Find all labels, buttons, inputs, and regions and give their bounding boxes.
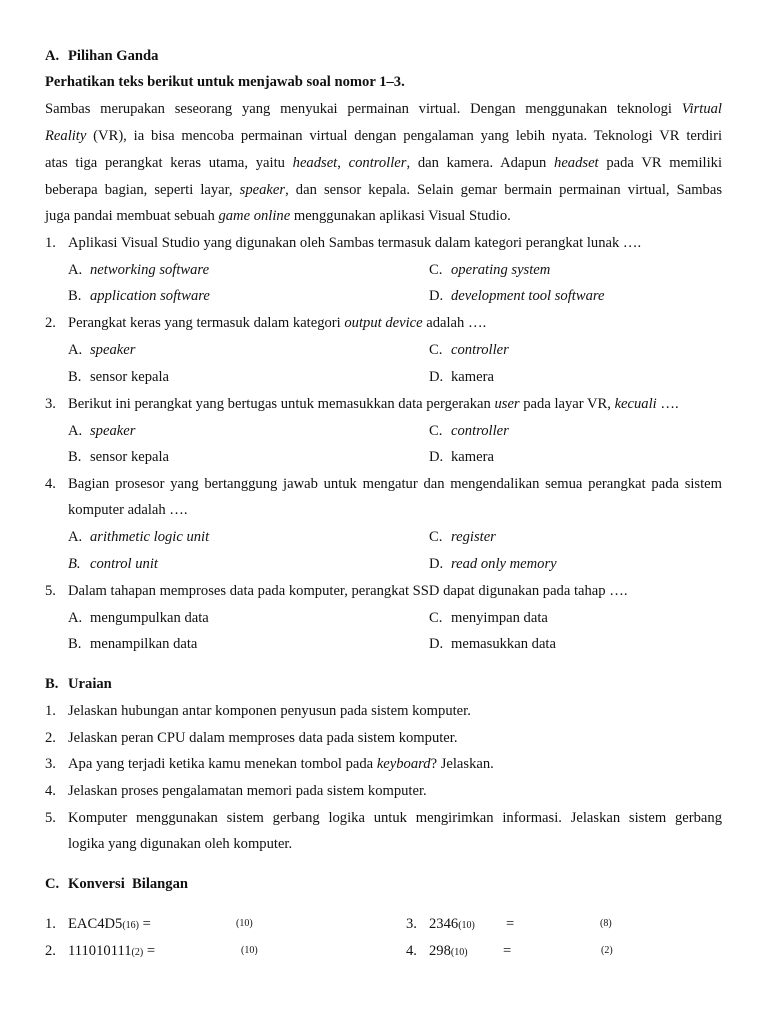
option-text: kamera bbox=[451, 449, 494, 465]
conversion-number: 2. bbox=[45, 943, 56, 959]
option-text: memasukkan data bbox=[451, 636, 556, 652]
section-a-title: Pilihan Ganda bbox=[68, 48, 159, 64]
q4-option-a[interactable] bbox=[68, 524, 209, 550]
option-text: register bbox=[451, 529, 496, 545]
q5-options-row-2 bbox=[0, 631, 768, 657]
essay-text: Jelaskan hubungan antar komponen penyusun pada sistem komputer. bbox=[68, 703, 471, 719]
option-text: controller bbox=[451, 342, 509, 358]
essay-text: Jelaskan peran CPU dalam memproses data pada sistem komputer. bbox=[68, 730, 458, 746]
passage-line-1 bbox=[0, 96, 768, 122]
option-label: A. bbox=[68, 529, 83, 545]
q2-options-row-2 bbox=[0, 364, 768, 390]
q2-options-row-1 bbox=[0, 337, 768, 363]
section-a-letter: A. bbox=[45, 48, 60, 64]
option-label: B. bbox=[68, 636, 82, 652]
question-number: 1. bbox=[45, 235, 56, 251]
essay-number: 4. bbox=[45, 783, 56, 799]
option-label: B. bbox=[68, 449, 82, 465]
essay-item-4 bbox=[0, 778, 768, 804]
question-number: 3. bbox=[45, 396, 56, 412]
option-text: application software bbox=[90, 288, 210, 304]
q2-option-a[interactable] bbox=[68, 337, 135, 363]
question-text: pada layar VR, bbox=[519, 396, 615, 412]
essay-number: 5. bbox=[45, 810, 56, 826]
conversion-base-to: (8) bbox=[600, 918, 612, 929]
conversion-value: 298 bbox=[429, 943, 451, 959]
passage-text: beberapa bagian, seperti layar, bbox=[45, 182, 240, 198]
option-label: C. bbox=[429, 529, 443, 545]
question-text: komputer adalah …. bbox=[68, 502, 188, 518]
conversion-row-2 bbox=[0, 938, 768, 964]
essay-item-5 bbox=[0, 805, 768, 831]
essay-text: logika yang digunakan oleh komputer. bbox=[68, 836, 293, 852]
passage-text: , dan kamera. Adapun bbox=[406, 155, 555, 171]
option-label: D. bbox=[429, 288, 444, 304]
essay-item-3 bbox=[0, 751, 768, 777]
question-3 bbox=[0, 391, 768, 417]
question-text: Perangkat keras yang termasuk dalam kategori bbox=[68, 315, 345, 331]
passage-text: , dan sensor kepala. Selain gemar bermain permainan virtual, Sambas bbox=[285, 182, 723, 198]
conversion-base-from: (16) bbox=[122, 920, 139, 931]
option-text: menampilkan data bbox=[90, 636, 198, 652]
conversion-base-to: (10) bbox=[236, 918, 253, 929]
q3-option-c[interactable] bbox=[429, 418, 509, 444]
question-text: Aplikasi Visual Studio yang digunakan oleh Sambas termasuk dalam kategori perangkat lunak …. bbox=[68, 235, 642, 251]
question-text: Dalam tahapan memproses data pada komputer, perangkat SSD dapat digunakan pada tahap …. bbox=[68, 583, 628, 599]
option-label: C. bbox=[429, 262, 443, 278]
conversion-number: 4. bbox=[406, 943, 417, 959]
passage-text: menggunakan aplikasi Visual Studio. bbox=[290, 208, 511, 224]
conversion-base-to: (10) bbox=[241, 945, 258, 956]
passage-italic: headset bbox=[292, 155, 338, 171]
passage-line-5 bbox=[0, 203, 768, 229]
section-c-title: Konversi Bilangan bbox=[68, 876, 189, 892]
option-text: sensor kepala bbox=[90, 449, 170, 465]
essay-number: 1. bbox=[45, 703, 56, 719]
equals-sign: = bbox=[146, 943, 156, 959]
question-number: 4. bbox=[45, 476, 56, 492]
passage-line-3 bbox=[0, 150, 768, 176]
option-label: D. bbox=[429, 369, 444, 385]
q5-option-b[interactable] bbox=[68, 631, 197, 657]
conversion-row-1 bbox=[0, 911, 768, 937]
option-label: A. bbox=[68, 610, 83, 626]
q5-option-c[interactable] bbox=[429, 605, 548, 631]
passage-text: Sambas merupakan seseorang yang menyukai permainan virtual. Dengan menggunakan teknologi bbox=[45, 101, 682, 117]
conversion-number: 1. bbox=[45, 916, 56, 932]
essay-text: ? Jelaskan. bbox=[430, 756, 494, 772]
option-label: B. bbox=[68, 288, 82, 304]
option-label: D. bbox=[429, 449, 444, 465]
equals-sign: = bbox=[503, 943, 512, 959]
q3-option-b[interactable] bbox=[68, 444, 169, 470]
q2-option-b[interactable] bbox=[68, 364, 169, 390]
question-text: adalah …. bbox=[422, 315, 487, 331]
section-a-heading bbox=[0, 43, 768, 69]
option-label: C. bbox=[429, 610, 443, 626]
q5-option-d[interactable] bbox=[429, 631, 556, 657]
essay-text: Jelaskan proses pengalamatan memori pada sistem komputer. bbox=[68, 783, 427, 799]
conversion-number: 3. bbox=[406, 916, 417, 932]
essay-item-5-line-2 bbox=[0, 831, 768, 857]
section-b-title: Uraian bbox=[68, 676, 112, 692]
option-label: D. bbox=[429, 636, 444, 652]
question-1 bbox=[0, 230, 768, 256]
passage-text: , bbox=[337, 155, 349, 171]
q1-option-a[interactable] bbox=[68, 257, 209, 283]
passage-text: (VR), ia bisa mencoba permainan virtual dengan pengalaman yang lebih nyata. Teknologi VR terdiri bbox=[86, 128, 722, 144]
question-text: Berikut ini perangkat yang bertugas untuk memasukkan data pergerakan bbox=[68, 396, 495, 412]
q2-option-c[interactable] bbox=[429, 337, 509, 363]
q1-option-d[interactable] bbox=[429, 283, 604, 309]
section-c-heading bbox=[0, 871, 768, 897]
conversion-value: EAC4D5 bbox=[68, 916, 123, 932]
question-2 bbox=[0, 310, 768, 336]
option-text: speaker bbox=[90, 423, 136, 439]
essay-text: Apa yang terjadi ketika kamu menekan tombol pada bbox=[68, 756, 377, 772]
question-5 bbox=[0, 578, 768, 604]
question-number: 2. bbox=[45, 315, 56, 331]
passage-line-4 bbox=[0, 177, 768, 203]
conversion-base-from: (10) bbox=[458, 920, 475, 931]
conversion-value: 2346 bbox=[429, 916, 459, 932]
q4-option-d[interactable] bbox=[429, 551, 557, 577]
question-4 bbox=[0, 471, 768, 497]
option-label: C. bbox=[429, 423, 443, 439]
option-text: control unit bbox=[90, 556, 158, 572]
passage-text: atas tiga perangkat keras utama, yaitu bbox=[45, 155, 293, 171]
essay-text: Komputer menggunakan sistem gerbang logika untuk mengirimkan informasi. Jelaskan sistem gerbang bbox=[68, 810, 722, 826]
q5-options-row-1 bbox=[0, 605, 768, 631]
essay-number: 2. bbox=[45, 730, 56, 746]
q3-option-d[interactable] bbox=[429, 444, 494, 470]
question-italic: user bbox=[494, 396, 520, 412]
option-text: sensor kepala bbox=[90, 369, 170, 385]
section-a-instruction bbox=[0, 69, 768, 95]
conversion-value: 111010111 bbox=[68, 943, 132, 959]
conversion-base-from: (10) bbox=[450, 947, 468, 958]
q4-options-row-1 bbox=[0, 524, 768, 550]
passage-line-2 bbox=[0, 123, 768, 149]
option-label: A. bbox=[68, 423, 83, 439]
q3-option-a[interactable] bbox=[68, 418, 135, 444]
instruction-text: Perhatikan teks berikut untuk menjawab soal nomor 1–3. bbox=[45, 74, 405, 90]
option-label: C. bbox=[429, 342, 443, 358]
essay-item-2 bbox=[0, 725, 768, 751]
essay-italic: keyboard bbox=[376, 756, 431, 772]
essay-item-1 bbox=[0, 698, 768, 724]
section-b-heading bbox=[0, 671, 768, 697]
question-text: …. bbox=[656, 396, 679, 412]
question-italic: kecuali bbox=[614, 396, 657, 412]
passage-italic: controller bbox=[348, 155, 407, 171]
q4-options-row-2 bbox=[0, 551, 768, 577]
q3-options-row-2 bbox=[0, 444, 768, 470]
q4-option-c[interactable] bbox=[429, 524, 496, 550]
option-label: A. bbox=[68, 262, 83, 278]
q1-options-row-2 bbox=[0, 283, 768, 309]
q1-option-b[interactable] bbox=[68, 283, 210, 309]
passage-italic: Virtual bbox=[681, 101, 722, 117]
q1-options-row-1 bbox=[0, 257, 768, 283]
option-text: speaker bbox=[90, 342, 136, 358]
q1-option-c[interactable] bbox=[429, 257, 550, 283]
question-number: 5. bbox=[45, 583, 56, 599]
q4-option-b[interactable] bbox=[68, 551, 158, 577]
conversion-base-to: (2) bbox=[601, 945, 613, 956]
option-text: menyimpan data bbox=[451, 610, 548, 626]
option-label: B. bbox=[68, 369, 82, 385]
q3-options-row-1 bbox=[0, 418, 768, 444]
passage-italic: headset bbox=[554, 155, 599, 171]
equals-sign: = bbox=[506, 916, 515, 932]
question-4-line-2 bbox=[0, 497, 768, 523]
passage-italic: speaker bbox=[239, 182, 286, 198]
question-text: Bagian prosesor yang bertanggung jawab untuk mengatur dan mengendalikan semua perangkat pada sistem bbox=[68, 476, 722, 492]
passage-italic: game online bbox=[218, 208, 291, 224]
passage-text: juga pandai membuat sebuah bbox=[45, 208, 219, 224]
option-text: arithmetic logic unit bbox=[90, 529, 210, 545]
option-text: networking software bbox=[90, 262, 210, 278]
option-text: kamera bbox=[451, 369, 494, 385]
passage-text: pada VR memiliki bbox=[598, 155, 722, 171]
option-text: read only memory bbox=[451, 556, 557, 572]
section-c-letter: C. bbox=[45, 876, 60, 892]
essay-number: 3. bbox=[45, 756, 56, 772]
option-text: development tool software bbox=[451, 288, 605, 304]
question-italic: output device bbox=[344, 315, 423, 331]
option-text: controller bbox=[451, 423, 509, 439]
q2-option-d[interactable] bbox=[429, 364, 494, 390]
equals-sign: = bbox=[142, 916, 151, 932]
conversion-base-from: (2) bbox=[131, 947, 144, 958]
option-text: operating system bbox=[451, 262, 551, 278]
section-b-letter: B. bbox=[45, 676, 59, 692]
option-label: A. bbox=[68, 342, 83, 358]
option-label: B. bbox=[68, 556, 81, 572]
q5-option-a[interactable] bbox=[68, 605, 209, 631]
passage-italic: Reality bbox=[45, 128, 87, 144]
option-label: D. bbox=[429, 556, 444, 572]
option-text: mengumpulkan data bbox=[90, 610, 209, 626]
